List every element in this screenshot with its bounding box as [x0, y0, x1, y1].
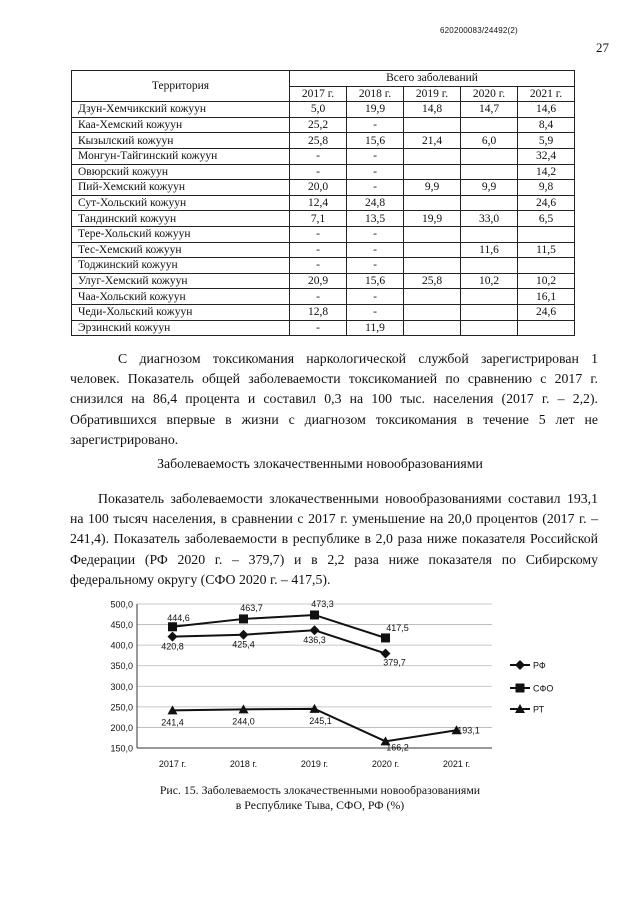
table-cell: 24,6 — [518, 304, 575, 320]
diamond-marker — [310, 625, 320, 635]
table-cell — [461, 164, 518, 180]
data-label: 379,7 — [383, 657, 406, 668]
territory-name: Каа-Хемский кожуун — [72, 117, 290, 133]
table-cell: 24,8 — [347, 195, 404, 211]
table-cell — [461, 289, 518, 305]
table-cell — [461, 195, 518, 211]
square-marker — [239, 614, 248, 623]
table-cell — [461, 226, 518, 242]
data-label: 436,3 — [303, 635, 326, 646]
y-tick-label: 450,0 — [110, 620, 133, 631]
data-label: 241,4 — [161, 717, 184, 728]
table-cell: 5,9 — [518, 133, 575, 149]
table-cell: 25,8 — [290, 133, 347, 149]
table-cell: - — [347, 258, 404, 274]
table-cell: - — [290, 289, 347, 305]
table-cell — [404, 320, 461, 336]
territory-name: Пий-Хемский кожуун — [72, 180, 290, 196]
incidence-line-chart — [92, 592, 562, 777]
table-cell: 8,4 — [518, 117, 575, 133]
header-year: 2021 г. — [518, 86, 575, 102]
table-cell: - — [290, 164, 347, 180]
legend-label: РТ — [533, 704, 545, 715]
table-row — [72, 289, 575, 305]
table-cell: 25,2 — [290, 117, 347, 133]
territory-name: Кызылский кожуун — [72, 133, 290, 149]
table-cell: - — [347, 164, 404, 180]
diamond-marker — [168, 632, 178, 642]
document-id: 620200083/24492(2) — [440, 26, 518, 35]
series-rf — [161, 625, 406, 667]
x-tick-label: 2020 г. — [371, 759, 400, 769]
diamond-marker — [239, 630, 249, 640]
data-label: 244,0 — [232, 716, 255, 727]
x-tick-label: 2017 г. — [158, 759, 187, 769]
table-row — [72, 133, 575, 149]
y-tick-label: 250,0 — [110, 702, 133, 713]
header-year: 2017 г. — [290, 86, 347, 102]
y-axis-ticks — [110, 600, 133, 754]
y-tick-label: 150,0 — [110, 743, 133, 754]
data-label: 193,1 — [457, 725, 480, 736]
table-cell: 13,5 — [347, 211, 404, 227]
table-cell: 15,6 — [347, 273, 404, 289]
table-cell — [461, 258, 518, 274]
table-row — [72, 117, 575, 133]
table-cell — [461, 320, 518, 336]
caption-line-1: Рис. 15. Заболеваемость злокачественными новообразованиями — [159, 783, 481, 797]
data-label: 417,5 — [386, 622, 409, 633]
table-cell: 12,4 — [290, 195, 347, 211]
table-row — [72, 195, 575, 211]
square-marker — [381, 633, 390, 642]
series-rt — [161, 704, 480, 752]
table-cell: - — [290, 242, 347, 258]
paragraph-oncology: Показатель заболеваемости злокачественными новообразованиями составил 193,1 на 100 тысяч населения, в сравнении с 2017 г. уменьшение на 20,0 процентов (2017 г. – 241,4). Показатель заболеваемости в республике в 2,0 раза ниже показателя Российской Федерации (РФ 2020 г. – 379,7) и в 2,2 раза ниже показателя по Сибирскому федеральному округу (СФО 2020 г. – 417,5). — [70, 491, 598, 587]
series-line — [173, 630, 386, 653]
table-cell: 33,0 — [461, 211, 518, 227]
x-tick-label: 2018 г. — [229, 759, 258, 769]
table-cell: 6,0 — [461, 133, 518, 149]
data-label: 444,6 — [167, 612, 190, 623]
data-label: 245,1 — [309, 715, 332, 726]
square-marker — [310, 610, 319, 619]
table-cell: - — [290, 320, 347, 336]
data-label: 463,7 — [240, 602, 263, 613]
table-cell — [404, 226, 461, 242]
square-marker — [516, 684, 525, 693]
y-tick-label: 300,0 — [110, 681, 133, 692]
series-line — [173, 615, 386, 638]
table-cell: 19,9 — [404, 211, 461, 227]
table-row — [72, 102, 575, 118]
table-cell: 9,8 — [518, 180, 575, 196]
table-cell: - — [347, 148, 404, 164]
data-label: 473,3 — [311, 598, 334, 609]
table-cell: - — [290, 226, 347, 242]
territory-name: Тоджинский кожуун — [72, 258, 290, 274]
diamond-marker — [515, 660, 525, 670]
table-row — [72, 164, 575, 180]
table-cell: 14,6 — [518, 102, 575, 118]
table-cell: 21,4 — [404, 133, 461, 149]
table-cell: - — [347, 242, 404, 258]
table-cell — [404, 148, 461, 164]
table-cell — [404, 304, 461, 320]
territory-name: Чеди-Хольский кожуун — [72, 304, 290, 320]
y-tick-label: 500,0 — [110, 599, 133, 610]
caption-line-2: в Республике Тыва, СФО, РФ (%) — [235, 798, 405, 812]
header-year: 2019 г. — [404, 86, 461, 102]
table-cell: - — [347, 180, 404, 196]
table-cell — [404, 242, 461, 258]
y-tick-label: 400,0 — [110, 640, 133, 651]
territory-name: Улуг-Хемский кожуун — [72, 273, 290, 289]
table-cell: - — [347, 117, 404, 133]
table-cell: 19,9 — [347, 102, 404, 118]
x-tick-label: 2021 г. — [442, 759, 471, 769]
territory-name: Сут-Хольский кожуун — [72, 195, 290, 211]
table-row — [72, 242, 575, 258]
table-cell — [404, 164, 461, 180]
header-year: 2018 г. — [347, 86, 404, 102]
table-cell: - — [290, 258, 347, 274]
legend — [510, 660, 553, 715]
table-row — [72, 304, 575, 320]
table-cell: - — [290, 148, 347, 164]
territory-name: Овюрский кожуун — [72, 164, 290, 180]
table-cell: 14,8 — [404, 102, 461, 118]
table-cell — [404, 195, 461, 211]
header-year: 2020 г. — [461, 86, 518, 102]
legend-label: РФ — [533, 660, 546, 671]
square-marker — [168, 622, 177, 631]
table-cell — [461, 148, 518, 164]
incidence-table — [71, 70, 575, 336]
table-cell: 9,9 — [461, 180, 518, 196]
table-cell: 14,2 — [518, 164, 575, 180]
table-cell: 9,9 — [404, 180, 461, 196]
table-cell: 6,5 — [518, 211, 575, 227]
table-cell: 20,0 — [290, 180, 347, 196]
table-row — [72, 320, 575, 336]
territory-name: Эрзинский кожуун — [72, 320, 290, 336]
table-cell: 7,1 — [290, 211, 347, 227]
series-group — [161, 599, 480, 752]
table-cell — [518, 226, 575, 242]
table-cell — [404, 117, 461, 133]
table-cell: 20,9 — [290, 273, 347, 289]
table-cell: - — [347, 289, 404, 305]
table-cell — [518, 258, 575, 274]
table-cell: 16,1 — [518, 289, 575, 305]
territory-name: Тере-Хольский кожуун — [72, 226, 290, 242]
table-cell: - — [347, 304, 404, 320]
table-cell — [461, 117, 518, 133]
table-row — [72, 273, 575, 289]
table-cell — [404, 289, 461, 305]
section-heading: Заболеваемость злокачественными новообразованиями — [157, 456, 483, 471]
figure-caption — [0, 783, 640, 813]
data-label: 425,4 — [232, 639, 255, 650]
territory-name: Тес-Хемский кожуун — [72, 242, 290, 258]
table-cell: 24,6 — [518, 195, 575, 211]
territory-name: Дзун-Хемчикский кожуун — [72, 102, 290, 118]
table-row — [72, 226, 575, 242]
data-label: 420,8 — [161, 641, 184, 652]
paragraph-toxicomania: С диагнозом токсикомания наркологической службой зарегистрирован 1 человек. Показатель общей заболеваемости токсикоманией по сравнению с 2017 г. снизился на 86,4 процента и составил 0,3 на 100 тыс. населения (2017 г. – 2,2). Обратившихся впервые в жизни с диагнозом токсикомания в течение 5 лет не зарегистрировано. — [70, 351, 598, 447]
territory-name: Тандинский кожуун — [72, 211, 290, 227]
header-territory: Территория — [72, 71, 290, 102]
table-cell: 11,9 — [347, 320, 404, 336]
x-axis-ticks — [159, 759, 470, 769]
table-cell: 32,4 — [518, 148, 575, 164]
legend-label: СФО — [533, 683, 554, 694]
table-cell: 15,6 — [347, 133, 404, 149]
territory-name: Чаа-Хольский кожуун — [72, 289, 290, 305]
table-cell — [461, 304, 518, 320]
table-cell: 11,5 — [518, 242, 575, 258]
table-row — [72, 211, 575, 227]
y-tick-label: 350,0 — [110, 661, 133, 672]
table-cell: 12,8 — [290, 304, 347, 320]
territory-name: Монгун-Тайгинский кожуун — [72, 148, 290, 164]
page-number: 27 — [596, 40, 609, 55]
x-tick-label: 2019 г. — [300, 759, 329, 769]
table-cell — [404, 258, 461, 274]
header-total-diseases: Всего заболеваний — [290, 71, 575, 87]
table-cell: - — [347, 226, 404, 242]
table-cell: 14,7 — [461, 102, 518, 118]
table-row — [72, 148, 575, 164]
table-row — [72, 180, 575, 196]
table-cell: 11,6 — [461, 242, 518, 258]
y-tick-label: 200,0 — [110, 722, 133, 733]
table-row — [72, 258, 575, 274]
table-cell: 10,2 — [518, 273, 575, 289]
table-cell: 10,2 — [461, 273, 518, 289]
table-cell: 5,0 — [290, 102, 347, 118]
table-cell: 25,8 — [404, 273, 461, 289]
data-label: 166,2 — [386, 742, 409, 753]
table-cell — [518, 320, 575, 336]
